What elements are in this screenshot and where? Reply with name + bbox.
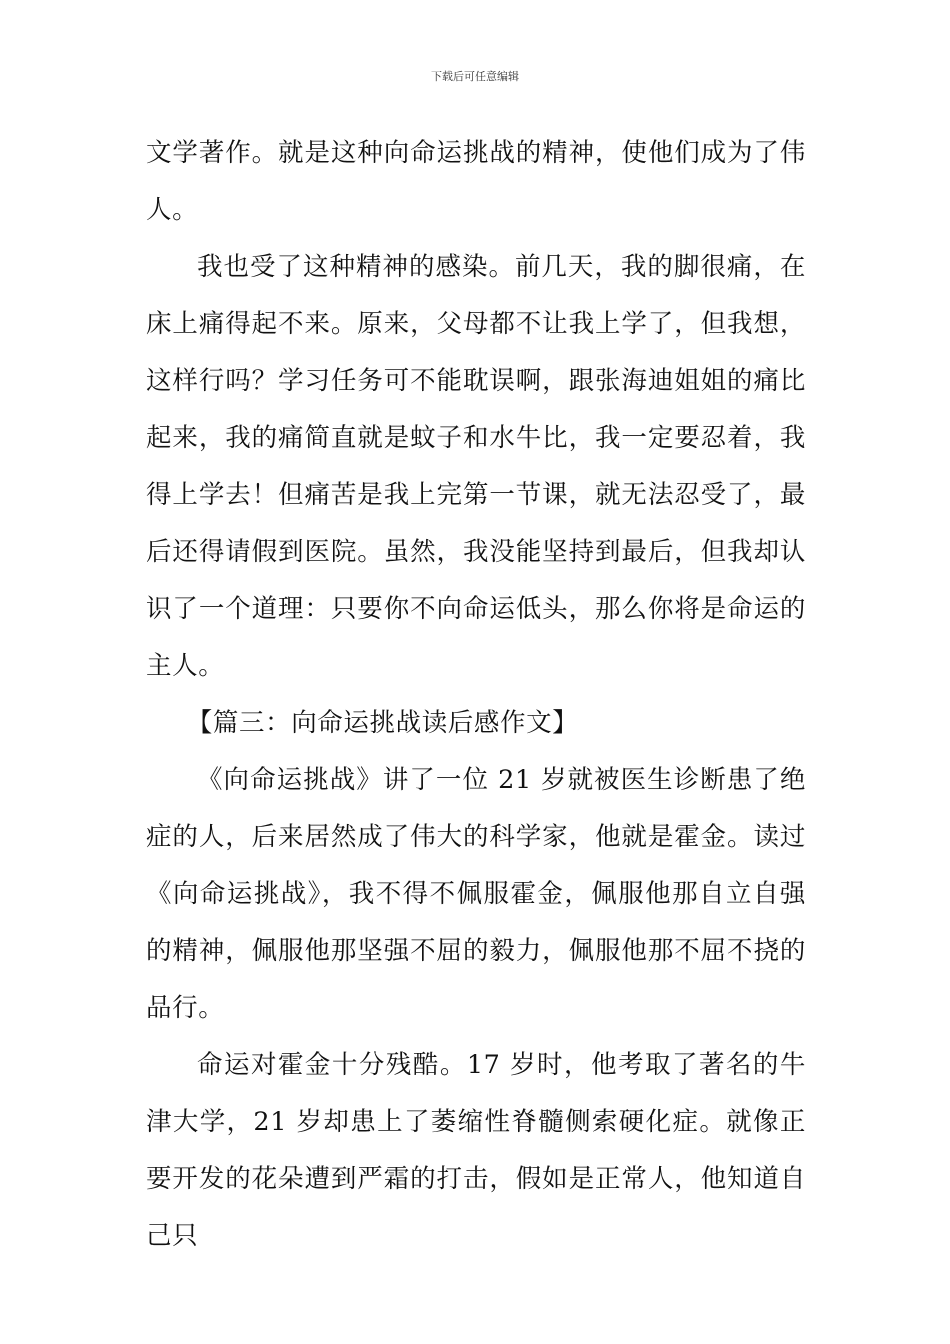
- paragraph-fate-hawking: 命运对霍金十分残酷。17 岁时，他考取了著名的牛津大学，21 岁却患上了萎缩性脊髓侧索硬化症。就像正要开发的花朵遭到严霜的打击，假如是正常人，他知道自己只: [146, 1050, 806, 1251]
- document-body: [146, 125, 806, 1265]
- page-header-note: 下载后可任意编辑: [431, 70, 519, 83]
- paragraph-intro-hawking: 《向命运挑战》讲了一位 21 岁就被医生诊断患了绝症的人，后来居然成了伟大的科学家，他就是霍金。读过《向命运挑战》，我不得不佩服霍金，佩服他那自立自强的精神，佩服他那坚强不屈的毅力，佩服他那不屈不挠的品行。: [146, 765, 806, 1023]
- paragraph-continuation: 文学著作。就是这种向命运挑战的精神，使他们成为了伟人。: [146, 138, 806, 225]
- paragraph-personal-story: 我也受了这种精神的感染。前几天，我的脚很痛，在床上痛得起不来。原来，父母都不让我上学了，但我想，这样行吗？学习任务可不能耽误啊，跟张海迪姐姐的痛比起来，我的痛简直就是蚊子和水牛比，我一定要忍着，我得上学去！但痛苦是我上完第一节课，就无法忍受了，最后还得请假到医院。虽然，我没能坚持到最后，但我却认识了一个道理：只要你不向命运低头，那么你将是命运的主人。: [146, 252, 806, 681]
- section-heading: 【篇三：向命运挑战读后感作文】: [186, 708, 579, 738]
